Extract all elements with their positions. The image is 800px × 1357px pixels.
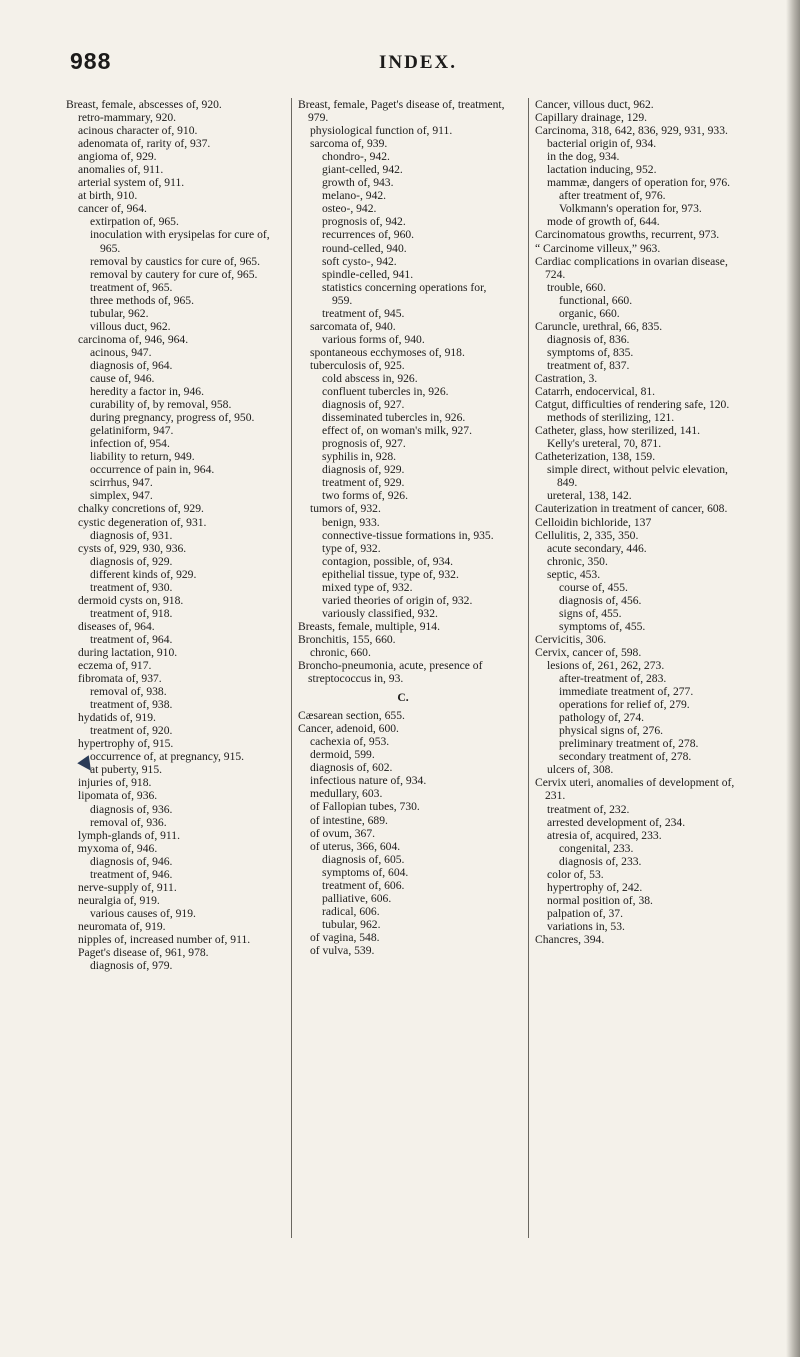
index-subentry: diagnosis of, 927. xyxy=(322,398,405,412)
index-subentry: liability to return, 949. xyxy=(90,450,195,464)
page-header xyxy=(70,48,766,78)
index-subentry: cystic degeneration of, 931. xyxy=(78,515,207,529)
index-entry: Breasts, female, multiple, 914. xyxy=(298,619,440,633)
index-subentry: diagnosis of, 964. xyxy=(90,358,173,372)
index-subentry: occurrence of pain in, 964. xyxy=(90,463,215,477)
running-head: INDEX. xyxy=(379,52,457,73)
index-subentry: dermoid cysts on, 918. xyxy=(78,593,184,607)
index-subentry: treatment of, 837. xyxy=(547,358,630,372)
index-subentry: removal by caustics for cure of, 965. xyxy=(90,254,260,268)
index-subentry: various forms of, 940. xyxy=(322,332,425,346)
index-subentry: removal by cautery for cure of, 965. xyxy=(90,267,258,281)
index-subentry: secondary treatment of, 278. xyxy=(559,750,692,764)
index-subentry: sarcoma of, 939. xyxy=(310,137,388,151)
index-entry: Caruncle, urethral, 66, 835. xyxy=(535,319,663,333)
index-subentry: diagnosis of, 456. xyxy=(559,593,642,607)
index-subentry: heredity a factor in, 946. xyxy=(90,385,204,399)
index-subentry: at puberty, 915. xyxy=(90,763,163,777)
index-entry: Breast, female, abscesses of, 920. xyxy=(66,98,222,111)
index-subentry: retro-mammary, 920. xyxy=(78,111,177,125)
index-column-3 xyxy=(528,98,747,1238)
index-subentry: lymph-glands of, 911. xyxy=(78,828,180,842)
index-subentry: of uterus, 366, 604. xyxy=(310,839,401,853)
section-letter: C. xyxy=(397,691,409,705)
index-subentry: diagnosis of, 605. xyxy=(322,852,405,866)
index-subentry: tumors of, 932. xyxy=(310,502,381,516)
index-subentry: disseminated tubercles in, 926. xyxy=(322,411,466,425)
index-subentry: lipomata of, 936. xyxy=(78,789,158,803)
index-subentry: inoculation with erysipelas for cure of, 965. xyxy=(90,228,270,255)
index-subentry: radical, 606. xyxy=(322,904,380,918)
index-subentry: treatment of, 938. xyxy=(90,698,173,712)
index-subentry: tuberculosis of, 925. xyxy=(310,358,405,372)
index-subentry: signs of, 455. xyxy=(559,606,622,620)
index-subentry: villous duct, 962. xyxy=(90,319,171,333)
index-entry: Bronchitis, 155, 660. xyxy=(298,632,396,646)
index-subentry: injuries of, 918. xyxy=(78,776,152,790)
index-entry: Capillary drainage, 129. xyxy=(535,111,648,125)
index-subentry: acinous, 947. xyxy=(90,345,152,359)
index-subentry: atresia of, acquired, 233. xyxy=(547,828,662,842)
index-subentry: recurrences of, 960. xyxy=(322,228,415,242)
index-subentry: fibromata of, 937. xyxy=(78,672,162,686)
index-subentry: palliative, 606. xyxy=(322,891,392,905)
index-subentry: ulcers of, 308. xyxy=(547,763,614,777)
index-subentry: syphilis in, 928. xyxy=(322,450,397,464)
index-subentry: color of, 53. xyxy=(547,867,604,881)
index-subentry: cancer of, 964. xyxy=(78,202,147,216)
index-subentry: diseases of, 964. xyxy=(78,619,155,633)
index-entry: Cervix uteri, anomalies of development of, 231. xyxy=(535,776,735,803)
index-subentry: trouble, 660. xyxy=(547,280,606,294)
index-subentry: treatment of, 920. xyxy=(90,724,173,738)
index-subentry: diagnosis of, 946. xyxy=(90,854,173,868)
index-subentry: diagnosis of, 836. xyxy=(547,332,630,346)
index-subentry: chondro-, 942. xyxy=(322,150,390,164)
index-subentry: gelatiniform, 947. xyxy=(90,424,174,438)
index-subentry: acinous character of, 910. xyxy=(78,124,198,138)
index-subentry: soft cysto-, 942. xyxy=(322,254,397,268)
index-subentry: nerve-supply of, 911. xyxy=(78,880,177,894)
index-subentry: sarcomata of, 940. xyxy=(310,319,396,333)
index-subentry: prognosis of, 927. xyxy=(322,437,406,451)
index-subentry: methods of sterilizing, 121. xyxy=(547,411,675,425)
index-subentry: diagnosis of, 936. xyxy=(90,802,173,816)
index-subentry: contagion, possible, of, 934. xyxy=(322,554,454,568)
index-subentry: arrested development of, 234. xyxy=(547,815,686,829)
index-entry: Catgut, difficulties of rendering safe, 120. xyxy=(535,398,730,412)
index-subentry: varied theories of origin of, 932. xyxy=(322,593,473,607)
index-column-1 xyxy=(66,98,272,972)
index-subentry: removal of, 936. xyxy=(90,815,167,829)
index-subentry: treatment of, 918. xyxy=(90,606,173,620)
index-entry: Broncho-pneumonia, acute, presence of streptococcus in, 93. xyxy=(298,659,483,686)
index-subentry: scirrhus, 947. xyxy=(90,476,153,490)
index-subentry: confluent tubercles in, 926. xyxy=(322,385,449,399)
index-subentry: at birth, 910. xyxy=(78,189,138,203)
index-subentry: chronic, 350. xyxy=(547,554,608,568)
index-subentry: variously classified, 932. xyxy=(322,606,438,620)
index-subentry: infection of, 954. xyxy=(90,437,170,451)
index-subentry: adenomata of, rarity of, 937. xyxy=(78,137,211,151)
index-entry: Catheter, glass, how sterilized, 141. xyxy=(535,424,701,438)
index-subentry: hypertrophy of, 915. xyxy=(78,737,174,751)
index-subentry: growth of, 943. xyxy=(322,176,394,190)
index-subentry: congenital, 233. xyxy=(559,841,634,855)
index-subentry: ureteral, 138, 142. xyxy=(547,489,632,503)
index-subentry: mode of growth of, 644. xyxy=(547,215,660,229)
index-subentry: palpation of, 37. xyxy=(547,906,623,920)
index-subentry: variations in, 53. xyxy=(547,919,625,933)
index-subentry: diagnosis of, 233. xyxy=(559,854,642,868)
index-subentry: round-celled, 940. xyxy=(322,241,407,255)
index-subentry: physical signs of, 276. xyxy=(559,724,664,738)
index-subentry: eczema of, 917. xyxy=(78,659,152,673)
index-subentry: hypertrophy of, 242. xyxy=(547,880,643,894)
index-entry: Cauterization in treatment of cancer, 608. xyxy=(535,502,728,516)
index-subentry: simplex, 947. xyxy=(90,489,153,503)
index-entry: Cardiac complications in ovarian disease, 724. xyxy=(535,254,728,281)
index-subentry: during pregnancy, progress of, 950. xyxy=(90,411,255,425)
index-column-2 xyxy=(291,98,508,1238)
index-subentry: osteo-, 942. xyxy=(322,202,377,216)
index-subentry: mixed type of, 932. xyxy=(322,580,413,594)
index-subentry: cold abscess in, 926. xyxy=(322,371,418,385)
index-subentry: in the dog, 934. xyxy=(547,150,620,164)
index-subentry: treatment of, 232. xyxy=(547,802,630,816)
index-subentry: cause of, 946. xyxy=(90,371,155,385)
index-subentry: of vagina, 548. xyxy=(310,930,380,944)
index-subentry: diagnosis of, 602. xyxy=(310,761,393,775)
index-subentry: epithelial tissue, type of, 932. xyxy=(322,567,459,581)
index-subentry: functional, 660. xyxy=(559,293,633,307)
index-subentry: physiological function of, 911. xyxy=(310,124,453,138)
index-subentry: bacterial origin of, 934. xyxy=(547,137,657,151)
index-subentry: cysts of, 929, 930, 936. xyxy=(78,541,187,555)
index-subentry: normal position of, 38. xyxy=(547,893,653,907)
index-subentry: carcinoma of, 946, 964. xyxy=(78,332,189,346)
index-subentry: treatment of, 606. xyxy=(322,878,405,892)
index-subentry: of Fallopian tubes, 730. xyxy=(310,800,420,814)
index-subentry: chronic, 660. xyxy=(310,645,371,659)
index-subentry: three methods of, 965. xyxy=(90,293,194,307)
index-subentry: lactation inducing, 952. xyxy=(547,163,657,177)
index-subentry: neuralgia of, 919. xyxy=(78,893,160,907)
index-subentry: acute secondary, 446. xyxy=(547,541,647,555)
index-subentry: extirpation of, 965. xyxy=(90,215,179,229)
index-subentry: benign, 933. xyxy=(322,515,380,529)
index-subentry: type of, 932. xyxy=(322,541,381,555)
index-subentry: symptoms of, 455. xyxy=(559,619,646,633)
index-subentry: Volkmann's operation for, 973. xyxy=(559,202,702,216)
index-entry: “ Carcinome villeux,” 963. xyxy=(535,241,661,255)
index-entry: Castration, 3. xyxy=(535,371,598,385)
index-subentry: diagnosis of, 929. xyxy=(322,463,405,477)
index-entry: Cellulitis, 2, 335, 350. xyxy=(535,528,639,542)
index-subentry: simple direct, without pelvic elevation, 849. xyxy=(547,463,728,490)
index-entry: Cervicitis, 306. xyxy=(535,632,607,646)
index-subentry: mammæ, dangers of operation for, 976. xyxy=(547,176,731,190)
index-subentry: effect of, on woman's milk, 927. xyxy=(322,424,472,438)
index-subentry: after-treatment of, 283. xyxy=(559,672,667,686)
index-subentry: immediate treatment of, 277. xyxy=(559,685,694,699)
index-subentry: after treatment of, 976. xyxy=(559,189,666,203)
index-subentry: melano-, 942. xyxy=(322,189,387,203)
index-subentry: infectious nature of, 934. xyxy=(310,774,427,788)
index-subentry: different kinds of, 929. xyxy=(90,567,197,581)
index-subentry: dermoid, 599. xyxy=(310,748,375,762)
index-subentry: two forms of, 926. xyxy=(322,489,408,503)
index-subentry: diagnosis of, 979. xyxy=(90,959,173,973)
index-subentry: anomalies of, 911. xyxy=(78,163,164,177)
index-subentry: pathology of, 274. xyxy=(559,711,645,725)
index-subentry: nipples of, increased number of, 911. xyxy=(78,933,251,946)
index-subentry: during lactation, 910. xyxy=(78,645,178,659)
index-subentry: treatment of, 945. xyxy=(322,306,405,320)
index-entry: Cancer, adenoid, 600. xyxy=(298,722,399,736)
index-subentry: myxoma of, 946. xyxy=(78,841,158,855)
index-subentry: Paget's disease of, 961, 978. xyxy=(78,946,209,960)
index-subentry: diagnosis of, 931. xyxy=(90,528,173,542)
index-subentry: various causes of, 919. xyxy=(90,906,196,920)
index-subentry: chalky concretions of, 929. xyxy=(78,502,204,516)
index-subentry: prognosis of, 942. xyxy=(322,215,406,229)
index-entry: Carcinoma, 318, 642, 836, 929, 931, 933. xyxy=(535,124,728,138)
index-subentry: spontaneous ecchymoses of, 918. xyxy=(310,345,465,359)
index-entry: Carcinomatous growths, recurrent, 973. xyxy=(535,228,720,242)
index-subentry: symptoms of, 835. xyxy=(547,345,634,359)
index-subentry: arterial system of, 911. xyxy=(78,176,185,190)
index-subentry: treatment of, 946. xyxy=(90,867,173,881)
index-entry: Cervix, cancer of, 598. xyxy=(535,645,642,659)
index-subentry: diagnosis of, 929. xyxy=(90,554,173,568)
index-entry: Breast, female, Paget's disease of, treatment, 979. xyxy=(298,98,505,125)
index-subentry: treatment of, 929. xyxy=(322,476,405,490)
index-subentry: removal of, 938. xyxy=(90,685,167,699)
index-subentry: neuromata of, 919. xyxy=(78,919,166,933)
page-number: 988 xyxy=(70,48,112,74)
index-subentry: of intestine, 689. xyxy=(310,813,388,827)
index-subentry: of vulva, 539. xyxy=(310,944,375,957)
index-entry: Catarrh, endocervical, 81. xyxy=(535,385,656,399)
index-subentry: organic, 660. xyxy=(559,306,620,320)
index-subentry: statistics concerning operations for, 959. xyxy=(322,280,487,307)
index-subentry: treatment of, 930. xyxy=(90,580,173,594)
index-subentry: treatment of, 965. xyxy=(90,280,173,294)
index-subentry: symptoms of, 604. xyxy=(322,865,409,879)
index-subentry: cachexia of, 953. xyxy=(310,735,390,749)
index-subentry: septic, 453. xyxy=(547,567,601,581)
index-subentry: connective-tissue formations in, 935. xyxy=(322,528,494,542)
index-subentry: Kelly's ureteral, 70, 871. xyxy=(547,437,662,451)
index-subentry: angioma of, 929. xyxy=(78,150,157,164)
index-subentry: treatment of, 964. xyxy=(90,632,173,646)
index-subentry: curability of, by removal, 958. xyxy=(90,398,232,412)
index-subentry: of ovum, 367. xyxy=(310,826,376,840)
index-subentry: occurrence of, at pregnancy, 915. xyxy=(90,750,245,764)
index-subentry: spindle-celled, 941. xyxy=(322,267,414,281)
index-subentry: tubular, 962. xyxy=(90,306,149,320)
index-subentry: giant-celled, 942. xyxy=(322,163,403,177)
index-subentry: preliminary treatment of, 278. xyxy=(559,737,699,751)
index-entry: Chancres, 394. xyxy=(535,933,605,946)
index-subentry: tubular, 962. xyxy=(322,917,381,931)
index-subentry: medullary, 603. xyxy=(310,787,383,801)
index-entry: Catheterization, 138, 159. xyxy=(535,450,656,464)
index-subentry: course of, 455. xyxy=(559,580,628,594)
index-subentry: lesions of, 261, 262, 273. xyxy=(547,659,665,673)
index-subentry: operations for relief of, 279. xyxy=(559,698,690,712)
index-entry: Celloidin bichloride, 137 xyxy=(535,515,652,529)
page-edge-shadow xyxy=(786,0,800,1357)
index-subentry: hydatids of, 919. xyxy=(78,711,156,725)
index-entry: Cæsarean section, 655. xyxy=(298,709,405,723)
index-entry: Cancer, villous duct, 962. xyxy=(535,98,654,111)
